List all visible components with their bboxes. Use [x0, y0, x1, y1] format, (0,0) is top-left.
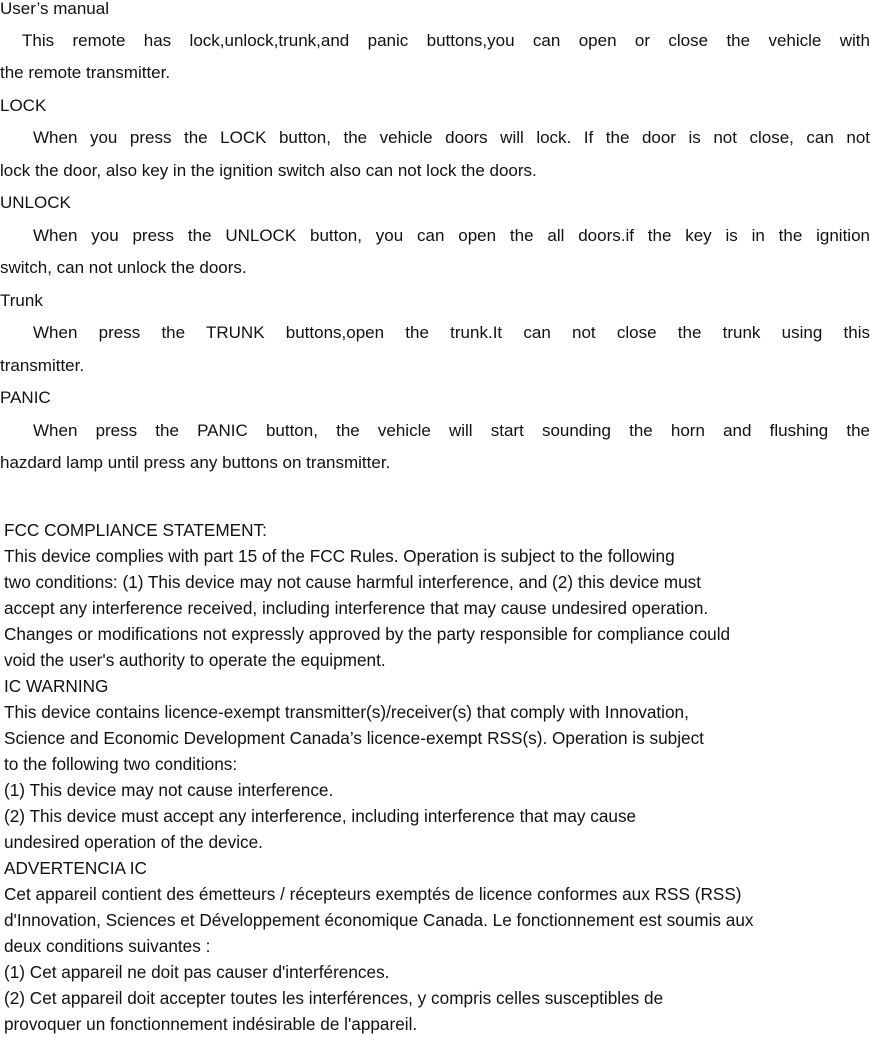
intro-line-1: This remote has lock,unlock,trunk,and panic buttons,you can open or close the vehicle with [22, 31, 870, 50]
ic-line: (2) This device must accept any interference, including interference that may cause [4, 806, 637, 826]
ic-heading: IC WARNING [4, 676, 109, 696]
advertencia-line: provoquer un fonctionnement indésirable de l'appareil. [4, 1014, 418, 1034]
manual-title: User’s manual [0, 0, 109, 18]
advertencia-line: (1) Cet appareil ne doit pas causer d'interférences. [4, 962, 390, 982]
fcc-line: Changes or modifications not expressly approved by the party responsible for compliance could [4, 624, 731, 644]
advertencia-line: deux conditions suivantes : [4, 936, 211, 956]
section-line: switch, can not unlock the doors. [0, 258, 247, 277]
ic-line: undesired operation of the device. [4, 832, 263, 852]
advertencia-line: d'Innovation, Sciences et Développement économique Canada. Le fonctionnement est soumis aux [4, 910, 754, 930]
advertencia-line: (2) Cet appareil doit accepter toutes les interférences, y compris celles susceptibles de [4, 988, 664, 1008]
intro-line-2: the remote transmitter. [0, 63, 171, 82]
section-line: When press the TRUNK buttons,open the trunk.It can not close the trunk using this [33, 323, 870, 342]
section-heading-panic: PANIC [0, 388, 51, 407]
fcc-line: two conditions: (1) This device may not cause harmful interference, and (2) this device must [4, 572, 702, 592]
section-line: When press the PANIC button, the vehicle will start sounding the horn and flushing the [33, 421, 870, 440]
section-line: When you press the UNLOCK button, you can open the all doors.if the key is in the ignition [33, 226, 870, 245]
fcc-line: accept any interference received, including interference that may cause undesired operation. [4, 598, 709, 618]
fcc-heading: FCC COMPLIANCE STATEMENT: [4, 520, 267, 540]
fcc-line: void the user's authority to operate the equipment. [4, 650, 386, 670]
section-heading-lock: LOCK [0, 96, 47, 115]
section-line: hazdard lamp until press any buttons on transmitter. [0, 453, 391, 472]
section-line: transmitter. [0, 356, 85, 375]
section-heading-trunk: Trunk [0, 291, 43, 310]
advertencia-line: Cet appareil contient des émetteurs / récepteurs exemptés de licence conformes aux RSS (RSS) [4, 884, 742, 904]
ic-line: (1) This device may not cause interference. [4, 780, 334, 800]
ic-line: to the following two conditions: [4, 754, 238, 774]
ic-line: This device contains licence-exempt transmitter(s)/receiver(s) that comply with Innovation, [4, 702, 689, 722]
section-line: lock the door, also key in the ignition switch also can not lock the doors. [0, 161, 537, 180]
fcc-line: This device complies with part 15 of the FCC Rules. Operation is subject to the following [4, 546, 675, 566]
advertencia-heading: ADVERTENCIA IC [4, 858, 147, 878]
section-line: When you press the LOCK button, the vehicle doors will lock. If the door is not close, can not [33, 128, 870, 147]
ic-line: Science and Economic Development Canada’s licence-exempt RSS(s). Operation is subject [4, 728, 704, 748]
section-heading-unlock: UNLOCK [0, 193, 71, 212]
